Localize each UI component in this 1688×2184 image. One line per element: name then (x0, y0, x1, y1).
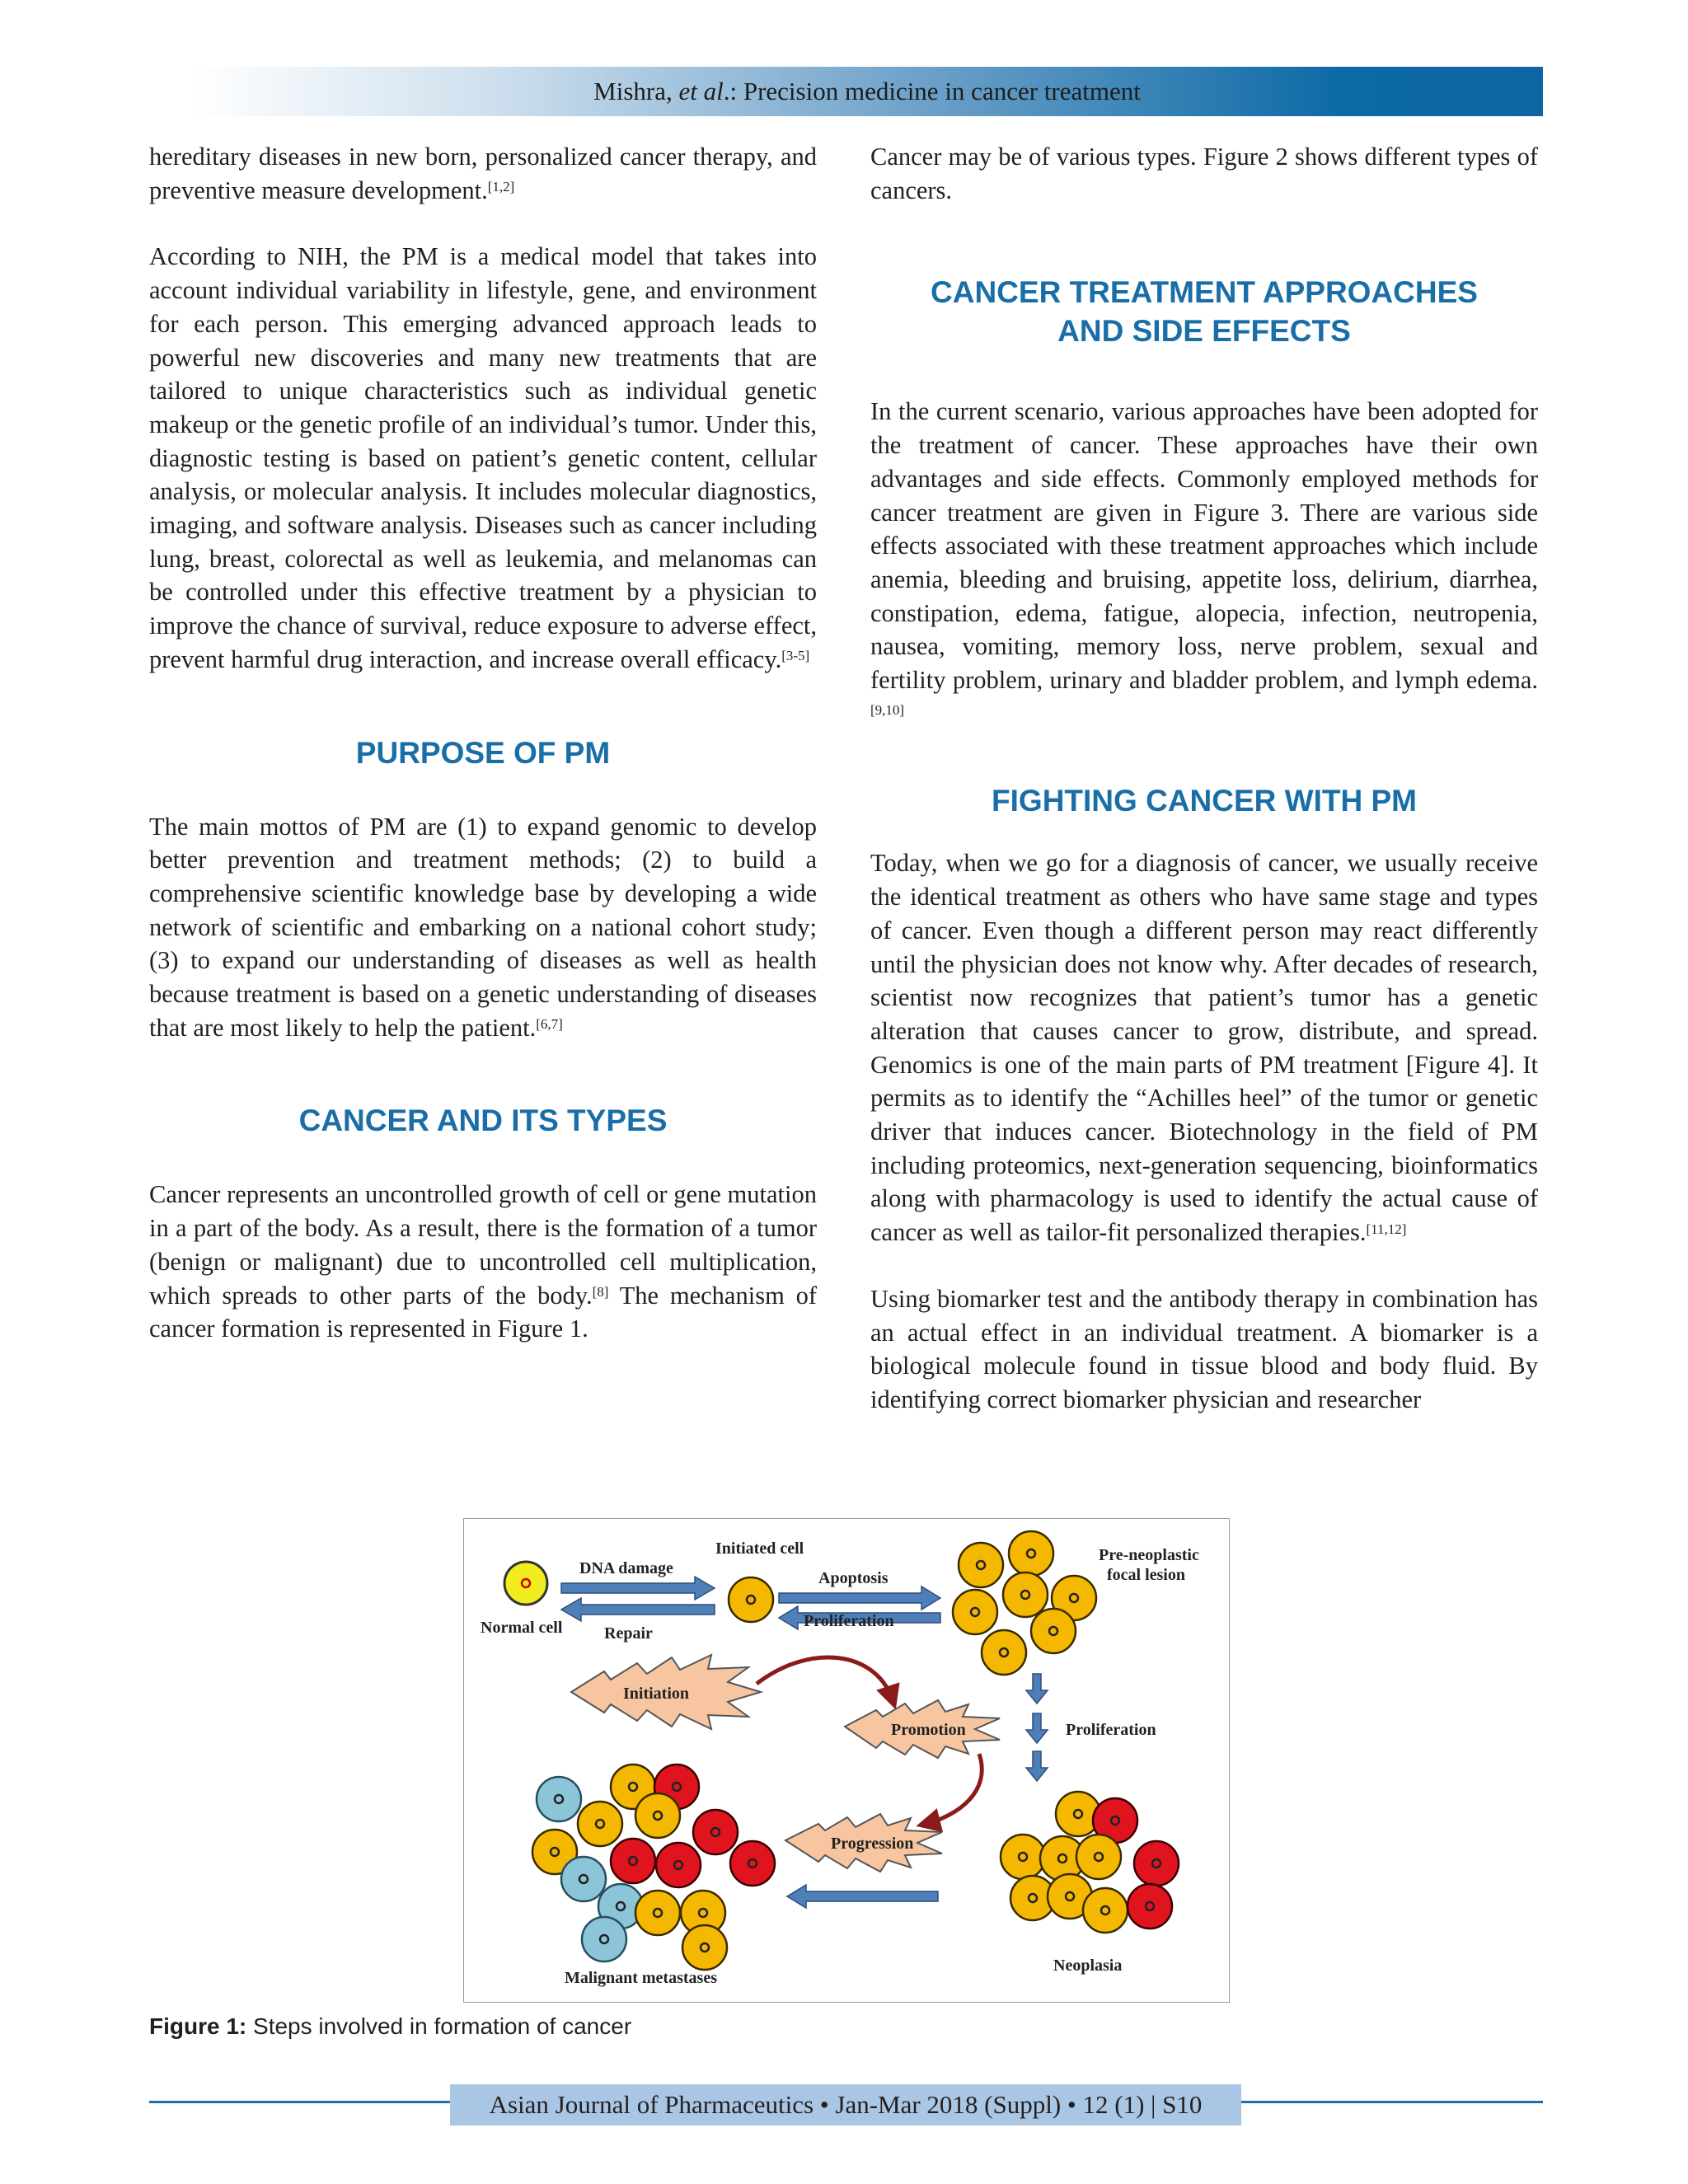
paragraph-biomarker: Using biomarker test and the antibody therapy in combination has an actual effect in an individual treatment. A biomarker is a biological molecule found in tissue blood and body fluid. By identifying correct biomarker physician and researcher (870, 1284, 1538, 1413)
caption-text: Steps involved in formation of cancer (246, 2013, 632, 2039)
pre-neoplastic-cluster (953, 1531, 1096, 1675)
paragraph-hereditary (149, 140, 817, 207)
label-progression: Progression (831, 1835, 914, 1853)
metastasis-arrow-icon (787, 1885, 938, 1908)
paragraph-text: Cancer represents an uncontrolled growth of cell or gene mutation in a part of the body. As a result, there is the formation of a tumor (benign or malignant) due to uncontrolled cell multiplication, which spreads to other parts of the body. (149, 1180, 817, 1310)
citation[interactable]: [9,10] (870, 702, 905, 719)
paragraph-approaches (870, 395, 1538, 730)
repair-arrow-icon (561, 1598, 715, 1621)
label-proliferation-1: Proliferation (804, 1612, 894, 1630)
section-heading-types: CANCER AND ITS TYPES (298, 1104, 668, 1138)
paragraph-text: The main mottos of PM are (1) to expand genomic to develop better prevention and treatment methods; (2) to build a comprehensive scientific knowledge base by developing a wide network of scientific and embarking on a national cohort study; (3) to expand our understanding of diseases as well as health because treatment is based on a genetic understanding of diseases that are most likely to help the patient. (149, 812, 817, 1042)
paragraph-text: According to NIH, the PM is a medical model that takes into account individual variability in lifestyle, gene, and environment for each person. This emerging advanced approach leads to powerful new discoveries and many new treatments that are tailored to unique characteristics such as individual genetic makeup or the genetic profile of an individual’s tumor. Under this, diagnostic testing is based on patient’s genetic content, cellular analysis, or molecular analysis. It includes molecular diagnostics, imaging, and software analysis. Diseases such as cancer including lung, breast, colorectal as well as leukemia, and melanomas can be controlled under this effective treatment by a physician to improve the chance of survival, reduce exposure to adverse effect, prevent harmful drug interaction, and increase overall efficacy. (149, 242, 817, 673)
paragraph-text: Today, when we go for a diagnosis of cancer, we usually receive the identical treatment as others who have same stage and types of cancer. Even though a different person may react differently until the physician does not know why. After decades of research, scientist now recognizes that patient’s tumor has a genetic alteration that causes cancer to grow, distribute, and spread. Genomics is one of the main parts of PM treatment [Figure 4]. It permits as to identify the “Achilles heel” of the tumor or genetic driver that induces cancer. Biotechnology in the field of PM including proteomics, next-generation sequencing, bioinformatics along with pharmacology is used to identify the actual cause of cancer as well as tailor-fit personalized therapies. (870, 849, 1538, 1247)
apoptosis-arrow-icon (779, 1586, 940, 1610)
section-heading-approaches-line2: AND SIDE EFFECTS (1057, 314, 1351, 349)
citation[interactable]: [3-5] (781, 648, 810, 664)
label-apoptosis: Apoptosis (818, 1569, 889, 1587)
label-pre-neoplastic-2: focal lesion (1107, 1566, 1185, 1584)
paragraph-fighting (870, 846, 1538, 1249)
initiated-cell-icon (729, 1577, 773, 1622)
section-heading-fighting: FIGHTING CANCER WITH PM (992, 784, 1417, 818)
paragraph-text: hereditary diseases in new born, personalized cancer therapy, and preventive measure development. (149, 143, 817, 204)
citation[interactable]: [11,12] (1366, 1221, 1407, 1237)
paragraph-text: The mechanism of cancer formation is represented in Figure 1. (149, 1281, 817, 1343)
down-arrow-icon (1026, 1751, 1048, 1781)
citation[interactable]: [8] (592, 1284, 609, 1301)
page-footer: Asian Journal of Pharmaceutics • Jan-Mar 2018 (Suppl) • 12 (1) | S10 (450, 2084, 1241, 2125)
down-arrow-icon (1026, 1674, 1048, 1704)
label-proliferation-2: Proliferation (1066, 1721, 1156, 1739)
header-title: .: Precision medicine in cancer treatment (723, 77, 1141, 105)
header-etal: et al (678, 77, 724, 105)
paragraph-nih (149, 240, 817, 676)
cancer-formation-diagram (464, 1519, 1229, 2002)
label-malignant-metastases: Malignant metastases (565, 1969, 717, 1987)
label-repair: Repair (604, 1624, 653, 1643)
citation[interactable]: [6,7] (536, 1016, 563, 1033)
dna-damage-arrow-icon (561, 1577, 715, 1600)
label-normal-cell: Normal cell (481, 1619, 563, 1637)
label-initiated-cell: Initiated cell (715, 1540, 804, 1558)
malignant-metastases-cluster (532, 1765, 775, 1970)
figure-caption (149, 2013, 631, 2040)
footer-rule-right (1236, 2101, 1543, 2103)
curve-arrow-initiation-icon (757, 1657, 893, 1700)
neoplasia-cluster (1001, 1792, 1179, 1933)
section-heading-purpose: PURPOSE OF PM (355, 735, 611, 770)
caption-label: Figure 1: (149, 2013, 247, 2039)
running-header (191, 67, 1543, 116)
paragraph-text: In the current scenario, various approaches have been adopted for the treatment of cancer. These approaches have their own advantages and side effects. Commonly employed methods for cancer treatment are given in Figure 3. There are various side effects associated with these treatment approaches which include anemia, bleeding and bruising, appetite loss, delirium, diarrhea, constipation, edema, fatigue, alopecia, infection, neutropenia, nausea, vomiting, memory loss, nerve problem, sexual and fertility problem, urinary and bladder problem, and lymph edema. (870, 397, 1538, 695)
paragraph-cancer-kinds: Cancer may be of various types. Figure 2 shows different types of cancers. (870, 143, 1538, 204)
footer-rule-left (149, 2101, 454, 2103)
paragraph-cancer-types (149, 1178, 817, 1346)
down-arrow-icon (1026, 1713, 1048, 1743)
header-authors: Mishra, (593, 77, 679, 105)
figure-1 (463, 1518, 1230, 2003)
label-initiation: Initiation (623, 1685, 690, 1703)
label-neoplasia: Neoplasia (1053, 1957, 1123, 1975)
label-pre-neoplastic-1: Pre-neoplastic (1099, 1546, 1199, 1564)
curve-arrow-promotion-icon (926, 1754, 982, 1824)
right-column (870, 140, 1538, 1417)
section-heading-approaches-line1: CANCER TREATMENT APPROACHES (931, 275, 1478, 310)
label-dna-damage: DNA damage (579, 1559, 673, 1577)
left-column (149, 140, 817, 1346)
citation[interactable]: [1,2] (487, 179, 515, 195)
paragraph-purpose (149, 810, 817, 1045)
label-promotion: Promotion (891, 1721, 966, 1739)
normal-cell-icon (504, 1562, 547, 1605)
